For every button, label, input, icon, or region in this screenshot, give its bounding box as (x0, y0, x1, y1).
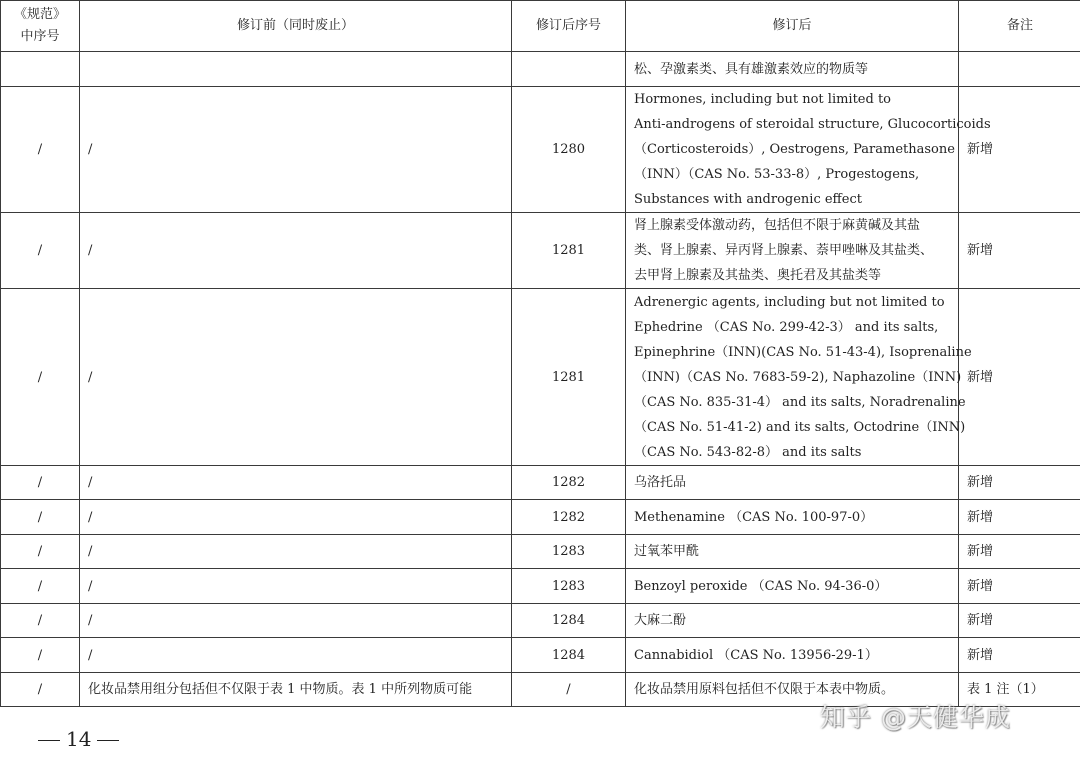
cell-remarks: 新增 (959, 569, 1080, 604)
cell-new-seq: 1281 (512, 289, 626, 466)
cell-after-revision (626, 52, 959, 87)
watermark: 知乎 @天健华成 (820, 703, 1011, 732)
header-after-revision: 修订后 (626, 1, 959, 52)
cell-new-seq (512, 52, 626, 87)
header-row (1, 1, 1080, 52)
revision-text-line: Adrenergic agents, including but not limited to (634, 294, 945, 310)
cell-remarks: 新增 (959, 500, 1080, 535)
cell-original-seq: / (1, 535, 80, 569)
cell-original-seq: / (1, 213, 80, 289)
revision-text-line: 类、肾上腺素、异丙肾上腺素、萘甲唑啉及其盐类、 (634, 243, 934, 258)
revision-text-line: （INN）（CAS No. 53-33-8）, Progestogens, (634, 167, 920, 182)
cell-remarks: 新增 (959, 466, 1080, 500)
table-row (1, 52, 1080, 87)
cell-new-seq: / (512, 673, 626, 707)
revision-text-line: Methenamine （CAS No. 100-97-0） (634, 509, 874, 525)
cell-remarks: 新增 (959, 87, 1080, 213)
revision-text-line: Ephedrine （CAS No. 299-42-3） and its salts, (634, 319, 939, 335)
table-row (1, 569, 1080, 604)
footer-dash-right (97, 740, 119, 741)
table-row (1, 604, 1080, 638)
cell-after-revision (626, 213, 959, 289)
cell-original-seq: / (1, 673, 80, 707)
revision-text-line: Substances with androgenic effect (634, 192, 862, 207)
cell-original-seq: / (1, 500, 80, 535)
cell-before-revision (80, 52, 512, 87)
cell-before-revision: / (80, 500, 512, 535)
table-row (1, 213, 1080, 289)
header-new-seq: 修订后序号 (512, 1, 626, 52)
header-remarks: 备注 (959, 1, 1080, 52)
revision-text-line: Epinephrine（INN)(CAS No. 51-43-4), Isoprenaline (634, 344, 972, 360)
cell-before-revision: / (80, 604, 512, 638)
revision-text-line: 乌洛托品 (634, 475, 687, 490)
cell-new-seq: 1282 (512, 500, 626, 535)
cell-remarks: 新增 (959, 638, 1080, 673)
table-row (1, 466, 1080, 500)
cell-new-seq: 1281 (512, 213, 626, 289)
cell-before-revision: 化妆品禁用组分包括但不仅限于表 1 中物质。表 1 中所列物质可能 (80, 673, 512, 707)
revision-text-line: Cannabidiol （CAS No. 13956-29-1） (634, 647, 878, 663)
cell-before-revision: / (80, 569, 512, 604)
table-row (1, 87, 1080, 213)
page-footer (32, 727, 125, 751)
cell-before-revision: / (80, 87, 512, 213)
table-row (1, 638, 1080, 673)
cell-original-seq: / (1, 466, 80, 500)
cell-after-revision (626, 569, 959, 604)
table-row (1, 289, 1080, 466)
footer-dash-left (38, 740, 60, 741)
revision-text-line: （CAS No. 835-31-4） and its salts, Noradrenaline (634, 394, 966, 410)
cell-new-seq: 1284 (512, 638, 626, 673)
cell-after-revision (626, 638, 959, 673)
revision-text-line: Anti-androgens of steroidal structure, Glucocorticoids (634, 117, 991, 132)
cell-before-revision: / (80, 535, 512, 569)
cell-new-seq: 1282 (512, 466, 626, 500)
table-body (1, 52, 1080, 707)
header-before-revision: 修订前（同时废止） (80, 1, 512, 52)
revision-text-line: 肾上腺素受体激动药，包括但不限于麻黄碱及其盐 (634, 218, 921, 233)
header-original-seq: 《规范》 中序号 (1, 1, 80, 52)
revision-text-line: （Corticosteroids）, Oestrogens, Paramethasone (634, 142, 955, 157)
revision-text-line: （CAS No. 543-82-8） and its salts (634, 444, 862, 460)
revision-text-line: Hormones, including but not limited to (634, 92, 892, 107)
cell-new-seq: 1280 (512, 87, 626, 213)
cell-new-seq: 1283 (512, 535, 626, 569)
cell-after-revision (626, 604, 959, 638)
revision-text-line: Benzoyl peroxide （CAS No. 94-36-0） (634, 578, 888, 594)
table-row (1, 500, 1080, 535)
revision-text-line: 去甲肾上腺素及其盐类、奥托君及其盐类等 (634, 268, 882, 283)
revision-text-line: 大麻二酚 (634, 613, 687, 628)
table-row (1, 535, 1080, 569)
cell-remarks (959, 52, 1080, 87)
cell-remarks: 新增 (959, 213, 1080, 289)
cell-after-revision (626, 289, 972, 466)
revision-text-line: （CAS No. 51-41-2) and its salts, Octodrine（INN) (634, 419, 966, 435)
cell-original-seq: / (1, 87, 80, 213)
cell-before-revision: / (80, 466, 512, 500)
cell-remarks: 新增 (959, 535, 1080, 569)
cell-original-seq: / (1, 604, 80, 638)
cell-after-revision (626, 535, 959, 569)
cell-remarks: 表 1 注（1） (959, 673, 1080, 707)
cell-before-revision: / (80, 638, 512, 673)
page-number: 14 (66, 727, 92, 751)
cell-before-revision: / (80, 213, 512, 289)
cell-remarks: 新增 (959, 289, 1080, 466)
cell-original-seq: / (1, 569, 80, 604)
cell-new-seq: 1284 (512, 604, 626, 638)
cell-original-seq: / (1, 289, 80, 466)
revision-text-line: 化妆品禁用原料包括但不仅限于本表中物质。 (634, 682, 895, 697)
cell-before-revision: / (80, 289, 512, 466)
cell-after-revision (626, 500, 959, 535)
revision-text-line: 松、孕激素类、具有雄激素效应的物质等 (634, 61, 869, 77)
cell-new-seq: 1283 (512, 569, 626, 604)
cell-original-seq (1, 52, 80, 87)
cell-original-seq: / (1, 638, 80, 673)
revision-text-line: 过氧苯甲酰 (634, 544, 700, 559)
revision-text-line: （INN)（CAS No. 7683-59-2), Naphazoline（INN) (634, 369, 962, 385)
cell-remarks: 新增 (959, 604, 1080, 638)
cell-after-revision (626, 466, 959, 500)
